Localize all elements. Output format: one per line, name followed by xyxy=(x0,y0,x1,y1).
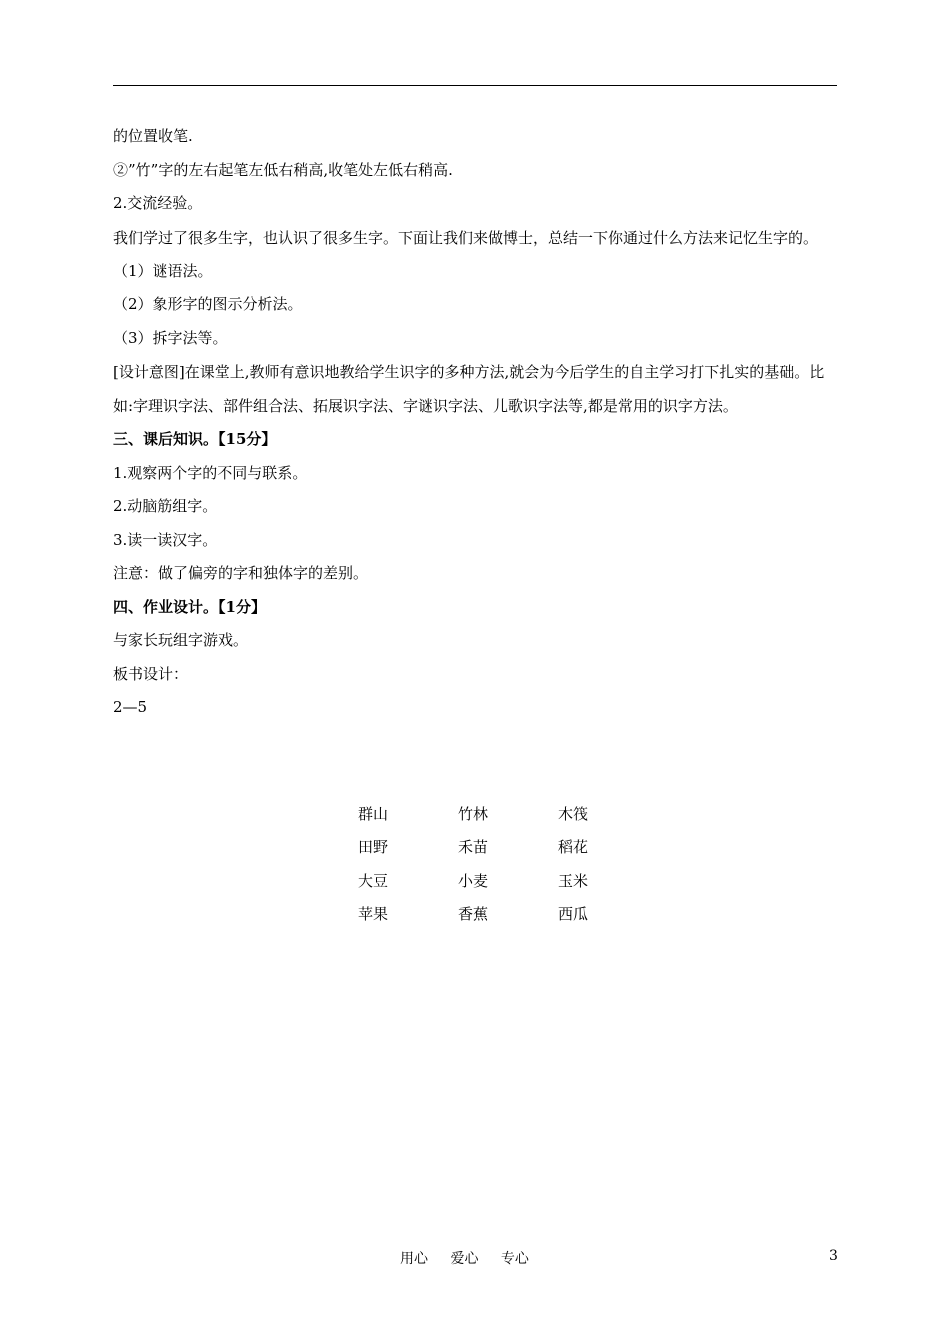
table-cell: 稻花 xyxy=(558,838,589,857)
text-line: 的位置收笔. xyxy=(113,127,193,145)
text-line: 2.交流经验。 xyxy=(113,194,203,212)
section-heading: 四、作业设计。【1分】 xyxy=(113,597,266,616)
footer-motto-word: 用心 xyxy=(400,1251,428,1267)
text-line: ②”竹”字的左右起笔左低右稍高,收笔处左低右稍高. xyxy=(113,160,453,179)
table-cell: 玉米 xyxy=(558,871,589,890)
text-line: 板书设计： xyxy=(113,664,189,683)
table-cell: 木筏 xyxy=(558,805,589,823)
text-line: 与家长玩组字游戏。 xyxy=(113,631,249,649)
text-line: 2—5 xyxy=(113,698,148,716)
design-intent-paragraph: [设计意图]在课堂上,教师有意识地教给学生识字的多种方法,就会为今后学生的自主学习打下扎实的基础。比如:字理识字法、部件组合法、拓展识字法、字谜识字法、儿歌识字法等,都是常用的识字方法。 xyxy=(113,363,825,415)
table-cell: 群山 xyxy=(358,805,389,823)
note-line: 注意：做了偏旁的字和独体字的差别。 xyxy=(113,564,369,582)
table-cell: 西瓜 xyxy=(558,904,589,923)
footer-motto-word: 专心 xyxy=(500,1251,529,1267)
paragraph: 我们学过了很多生字，也认识了很多生字。下面让我们来做博士，总结一下你通过什么方法来记忆生字的。 xyxy=(113,228,819,247)
table-cell: 香蕉 xyxy=(458,904,489,923)
table-cell: 大豆 xyxy=(358,871,389,890)
list-item: （3）拆字法等。 xyxy=(113,328,228,347)
table-row xyxy=(358,898,658,931)
table-cell: 苹果 xyxy=(358,904,389,923)
table-cell: 田野 xyxy=(358,838,389,857)
list-item: 3.读一读汉字。 xyxy=(113,530,218,549)
document-body xyxy=(113,120,837,725)
table-row xyxy=(358,865,658,898)
table-cell: 禾苗 xyxy=(458,838,489,857)
list-item: 1.观察两个字的不同与联系。 xyxy=(113,463,308,482)
footer-motto xyxy=(400,1248,547,1268)
list-item: （2）象形字的图示分析法。 xyxy=(113,295,303,313)
blackboard-design-table xyxy=(358,798,658,931)
table-cell: 小麦 xyxy=(458,871,489,890)
page-number: 3 xyxy=(829,1248,838,1264)
table-cell: 竹林 xyxy=(458,805,489,823)
header-rule xyxy=(113,85,837,86)
list-item: 2.动脑筋组字。 xyxy=(113,497,218,515)
list-item: （1）谜语法。 xyxy=(113,261,213,280)
section-heading: 三、课后知识。【15分】 xyxy=(113,430,277,448)
footer-motto-word: 爱心 xyxy=(450,1251,479,1267)
table-row xyxy=(358,798,658,831)
table-row xyxy=(358,831,658,864)
